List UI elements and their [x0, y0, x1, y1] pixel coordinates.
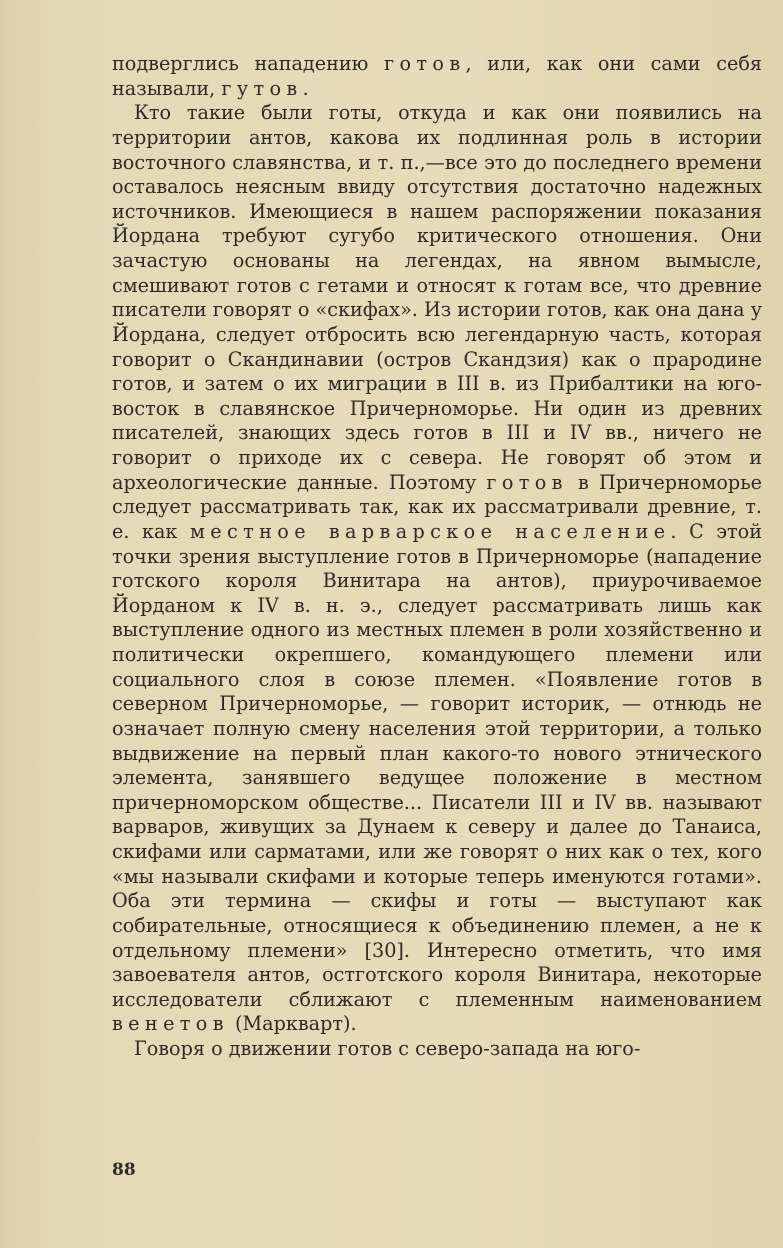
paragraph — [112, 101, 762, 1037]
paragraph — [112, 1037, 762, 1062]
text-run: , или, как они сами себя называли, — [112, 52, 762, 100]
text-run: . С этой точки зрения выступление готов в Причерноморье (нападение готского короля Винитара на антов), приурочиваемое Йорданом к IV в. н. э., следует рассматривать лишь как выступление одного из местных племен в роли хозяйственно и политически окрепшего, командующего племени или социального слоя в союзе племен. «Появление готов в северном Причерноморье, — говорит историк, — отнюдь не означает полную смену населения этой территории, а только выдвижение на первый план какого-то нового этнического элемента, занявшего ведущее положение в местном причерноморском обществе... Писатели III и IV вв. называют варваров, живущих за Дунаем к северу и далее до Танаиса, скифами или сарматами, или же говорят о них как о тех, кого «мы называли скифами и которые теперь именуются готами». Оба эти термина — скифы и готы — выступают как собирательные, относящиеся к объединению племен, а не к отдельному племени» [30]. Интересно отметить, что имя завоевателя антов, остготского короля Винитара, некоторые исследователи сближают с племенным наименованием — [112, 519, 762, 1011]
text-run: Говоря о движении готов с северо-запада на юго- — [134, 1037, 641, 1060]
text-run: подверглись нападению — [112, 52, 385, 75]
text-run: . — [302, 76, 309, 100]
body-text — [112, 52, 762, 1062]
spaced-emphasis-text: местное варварское население — [189, 519, 671, 543]
paragraph — [112, 52, 762, 101]
page-number: 88 — [112, 1160, 136, 1180]
spaced-emphasis-text: готов — [384, 52, 466, 75]
spaced-emphasis-text: венетов — [112, 1012, 229, 1036]
spaced-emphasis-text: гутов — [221, 76, 303, 100]
text-run: Кто такие были готы, откуда и как они появились на территории антов, какова их подлинная роль в истории восточного славянства, и т. п.,—все это до последнего времени оставалось неясным ввиду отсутствия достаточно надежных источников. Имеющиеся в нашем распоряжении показания Йордана требуют сугубо критического отношения. Они зачастую основаны на легендах, на явном вымысле, смешивают готов с гетами и относят к готам все, что древние писатели говорят о «скифах». Из истории готов, как она дана у Йордана, следует отбросить всю легендарную часть, которая говорит о Скандинавии (остров Скандзия) как о прародине готов, и затем о их миграции в III в. из Прибалтики на юго-восток в славянское Причерноморье. Ни один из древних писателей, знающих здесь готов в III и IV вв., ничего не говорит о приходе их с севера. Не говорят об этом и археологические данные. Поэтому — [112, 101, 763, 494]
spaced-emphasis-text: готов — [486, 470, 568, 494]
text-run: в Причерноморье следует рассматривать так, как их рассматривали древние, т. е. как — [112, 470, 762, 543]
text-run: (Маркварт). — [228, 1012, 357, 1036]
